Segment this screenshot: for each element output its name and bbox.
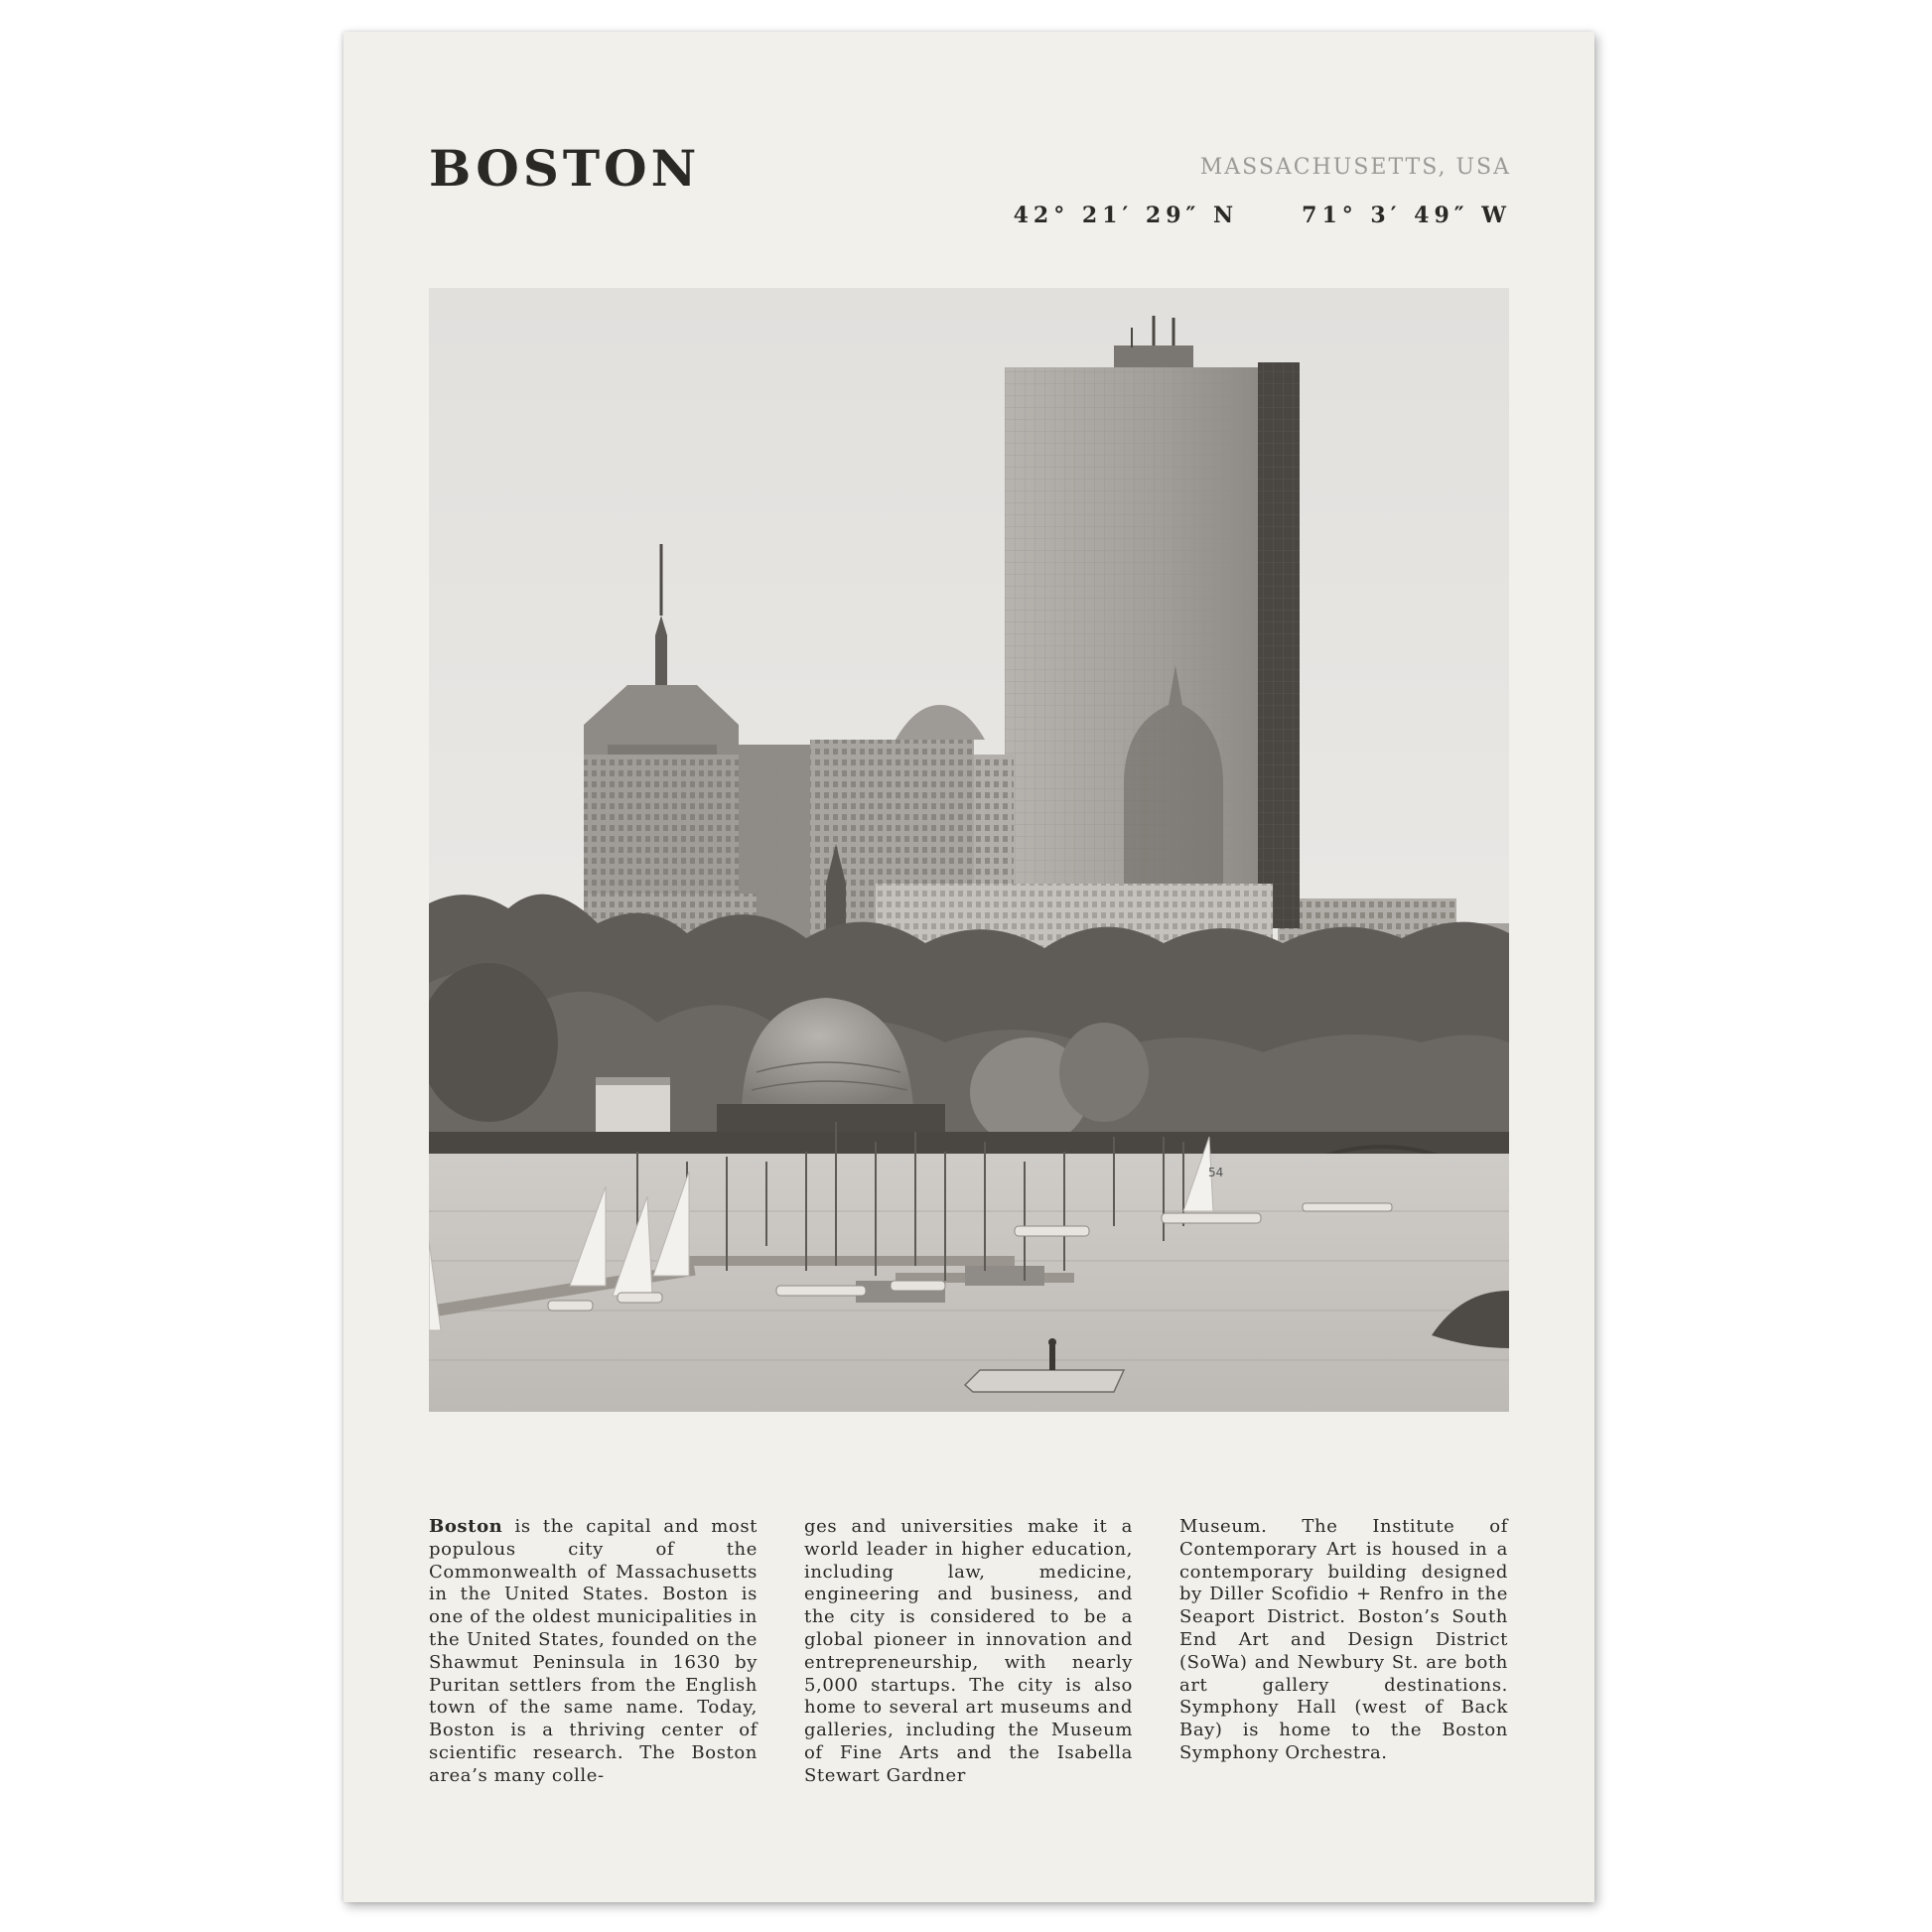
description: [429, 1516, 1509, 1788]
description-col1-text: is the capital and most populous city of the Commonwealth of Massachusetts in the United States. Boston is one of the oldest municipalities in the United States, founded on the Shawmut Peninsula in 1630 by Puritan settlers from the English town of the same name. Today, Boston is a thriving center of scientific research. The Boston area’s many colle-: [429, 1516, 758, 1786]
latitude: 42° 21′ 29″ N: [1013, 203, 1239, 228]
coordinates: [1014, 203, 1511, 228]
description-column-2: ges and universities make it a world leader in higher education, including law, medicine, engineering and business, and the city is considered to be a global pioneer in innovation and entrepreneurship, with nearly 5,000 startups. The city is also home to several art museums and galleries, including the Museum of Fine Arts and the Isabella Stewart Gardner: [804, 1516, 1133, 1786]
poster: [344, 32, 1594, 1902]
longitude: 71° 3′ 49″ W: [1302, 203, 1511, 228]
sail-number: 54: [1208, 1166, 1224, 1179]
description-lead: Boston: [429, 1516, 503, 1537]
description-column-3: Museum. The Institute of Contemporary Art is housed in a contemporary building designed by Diller Scofidio + Renfro in the Seaport District. Boston’s South End Art and Design District (SoWa) and Newbury St. are both art gallery destinations. Symphony Hall (west of Back Bay) is home to the Boston Symphony Orchestra.: [1179, 1516, 1508, 1763]
city-title: BOSTON: [429, 139, 701, 198]
region-label: MASSACHUSETTS, USA: [1199, 155, 1511, 180]
skyline-photo: [429, 288, 1509, 1412]
description-column-1: [429, 1516, 758, 1788]
